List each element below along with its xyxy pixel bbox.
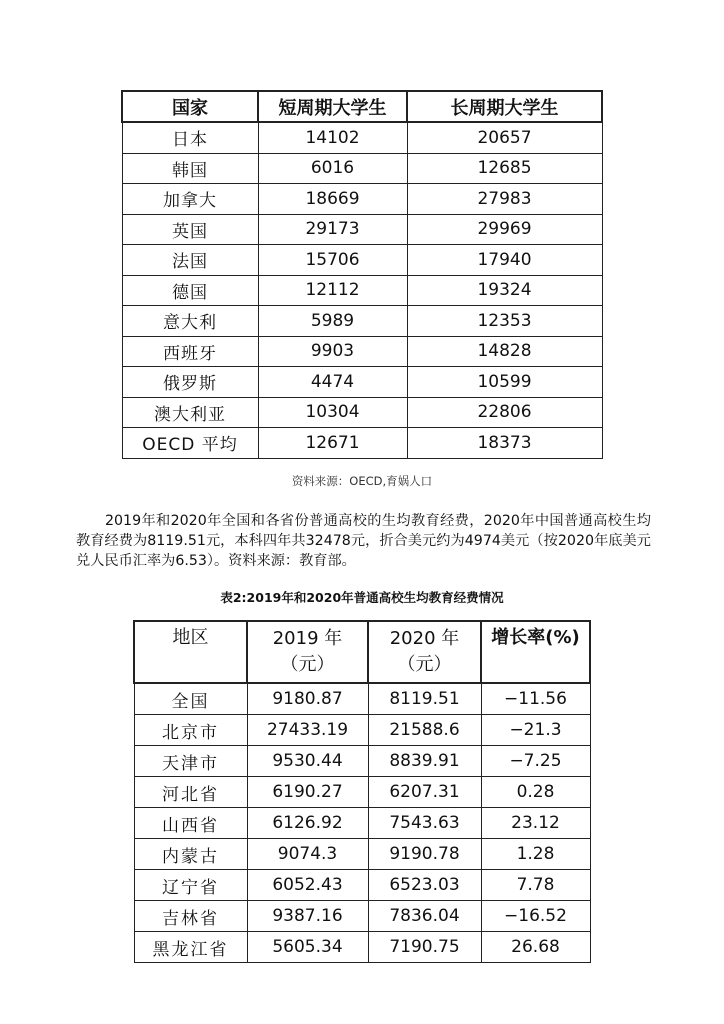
table-row [122, 245, 602, 276]
cell-region: 北京市 [134, 715, 247, 746]
cell-short-cycle: 6016 [258, 153, 407, 184]
cell-2019: 6126.92 [247, 808, 368, 839]
table-row [122, 336, 602, 367]
cell-2020: 9190.78 [368, 839, 481, 870]
cell-2019: 5605.34 [247, 932, 368, 963]
cell-short-cycle: 14102 [258, 122, 407, 153]
cell-growth-rate: 0.28 [481, 777, 590, 808]
cell-region: 黑龙江省 [134, 932, 247, 963]
table-row [122, 428, 602, 459]
cell-2020: 7836.04 [368, 901, 481, 932]
cell-growth-rate: 23.12 [481, 808, 590, 839]
cell-growth-rate: −11.56 [481, 683, 590, 715]
table-row [134, 715, 590, 746]
cell-growth-rate: 7.78 [481, 870, 590, 901]
cell-2019: 9530.44 [247, 746, 368, 777]
cell-region: 全国 [134, 683, 247, 715]
cell-growth-rate: −16.52 [481, 901, 590, 932]
cell-short-cycle: 10304 [258, 397, 407, 428]
cell-long-cycle: 17940 [407, 245, 602, 276]
cell-growth-rate: 26.68 [481, 932, 590, 963]
cell-growth-rate: −7.25 [481, 746, 590, 777]
cell-region: 山西省 [134, 808, 247, 839]
header-2020-year: 2020 年 [389, 628, 460, 649]
cell-2020: 7190.75 [368, 932, 481, 963]
header-region-label: 地区 [172, 627, 209, 648]
table-row [122, 367, 602, 398]
cell-short-cycle: 12112 [258, 275, 407, 306]
cell-region: 吉林省 [134, 901, 247, 932]
table-row [122, 275, 602, 306]
cell-region: 河北省 [134, 777, 247, 808]
cell-short-cycle: 15706 [258, 245, 407, 276]
cell-2019: 9180.87 [247, 683, 368, 715]
table-row [122, 122, 602, 153]
header-short-cycle: 短周期大学生 [258, 91, 407, 122]
cell-long-cycle: 10599 [407, 367, 602, 398]
cell-country: OECD 平均 [122, 428, 258, 459]
cell-long-cycle: 12353 [407, 306, 602, 337]
header-long-cycle: 长周期大学生 [407, 91, 602, 122]
header-2019-year: 2019 年 [272, 628, 343, 649]
cell-country: 法国 [122, 245, 258, 276]
cell-region: 辽宁省 [134, 870, 247, 901]
header-growth-label: 增长率(%) [491, 627, 580, 648]
cell-2019: 6190.27 [247, 777, 368, 808]
cell-country: 加拿大 [122, 184, 258, 215]
header-country: 国家 [122, 91, 258, 122]
cell-country: 英国 [122, 214, 258, 245]
header-2019 [247, 621, 368, 683]
table1-source-note: 资料来源：OECD,育娲人口 [291, 474, 433, 488]
cell-2019: 9074.3 [247, 839, 368, 870]
table-row [134, 746, 590, 777]
cell-country: 澳大利亚 [122, 397, 258, 428]
table-row [134, 901, 590, 932]
table-header-row [122, 91, 602, 122]
cell-short-cycle: 29173 [258, 214, 407, 245]
table-row [134, 683, 590, 715]
header-2020 [368, 621, 481, 683]
cell-growth-rate: 1.28 [481, 839, 590, 870]
cell-long-cycle: 29969 [407, 214, 602, 245]
cell-country: 德国 [122, 275, 258, 306]
cell-long-cycle: 12685 [407, 153, 602, 184]
header-2019-unit: （元） [280, 654, 335, 675]
cell-country: 日本 [122, 122, 258, 153]
table-row [134, 932, 590, 963]
table-row [134, 777, 590, 808]
table-row [122, 153, 602, 184]
cell-long-cycle: 22806 [407, 397, 602, 428]
table-row [134, 839, 590, 870]
cell-2019: 6052.43 [247, 870, 368, 901]
cell-long-cycle: 27983 [407, 184, 602, 215]
cell-country: 西班牙 [122, 336, 258, 367]
cell-long-cycle: 18373 [407, 428, 602, 459]
cell-2020: 8119.51 [368, 683, 481, 715]
cell-country: 韩国 [122, 153, 258, 184]
province-expenditure-table [133, 620, 591, 963]
table-row [122, 397, 602, 428]
cell-long-cycle: 19324 [407, 275, 602, 306]
cell-short-cycle: 18669 [258, 184, 407, 215]
country-expenditure-table [121, 90, 603, 459]
header-2020-unit: （元） [397, 654, 452, 675]
cell-growth-rate: −21.3 [481, 715, 590, 746]
cell-region: 天津市 [134, 746, 247, 777]
cell-short-cycle: 9903 [258, 336, 407, 367]
table-header-row [134, 621, 590, 683]
cell-short-cycle: 4474 [258, 367, 407, 398]
cell-long-cycle: 20657 [407, 122, 602, 153]
body-paragraph: 2019年和2020年全国和各省份普通高校的生均教育经费，2020年中国普通高校生均教育经费为8119.51元，本科四年共32478元，折合美元约为4974美元（按2020年底美元兑人民币汇率为6.53）。资料来源：教育部。 [76, 513, 651, 569]
table-row [134, 808, 590, 839]
cell-short-cycle: 5989 [258, 306, 407, 337]
table2-container [133, 620, 591, 960]
cell-2020: 7543.63 [368, 808, 481, 839]
cell-2020: 6523.03 [368, 870, 481, 901]
header-region [134, 621, 247, 683]
table-row [122, 214, 602, 245]
cell-country: 意大利 [122, 306, 258, 337]
cell-2019: 27433.19 [247, 715, 368, 746]
cell-2020: 6207.31 [368, 777, 481, 808]
cell-2020: 8839.91 [368, 746, 481, 777]
header-growth-rate [481, 621, 590, 683]
table-row [122, 184, 602, 215]
cell-2019: 9387.16 [247, 901, 368, 932]
cell-country: 俄罗斯 [122, 367, 258, 398]
cell-short-cycle: 12671 [258, 428, 407, 459]
cell-long-cycle: 14828 [407, 336, 602, 367]
cell-2020: 21588.6 [368, 715, 481, 746]
table-row [122, 306, 602, 337]
table-row [134, 870, 590, 901]
table2-title: 表2:2019年和2020年普通高校生均教育经费情况 [220, 590, 504, 605]
cell-region: 内蒙古 [134, 839, 247, 870]
